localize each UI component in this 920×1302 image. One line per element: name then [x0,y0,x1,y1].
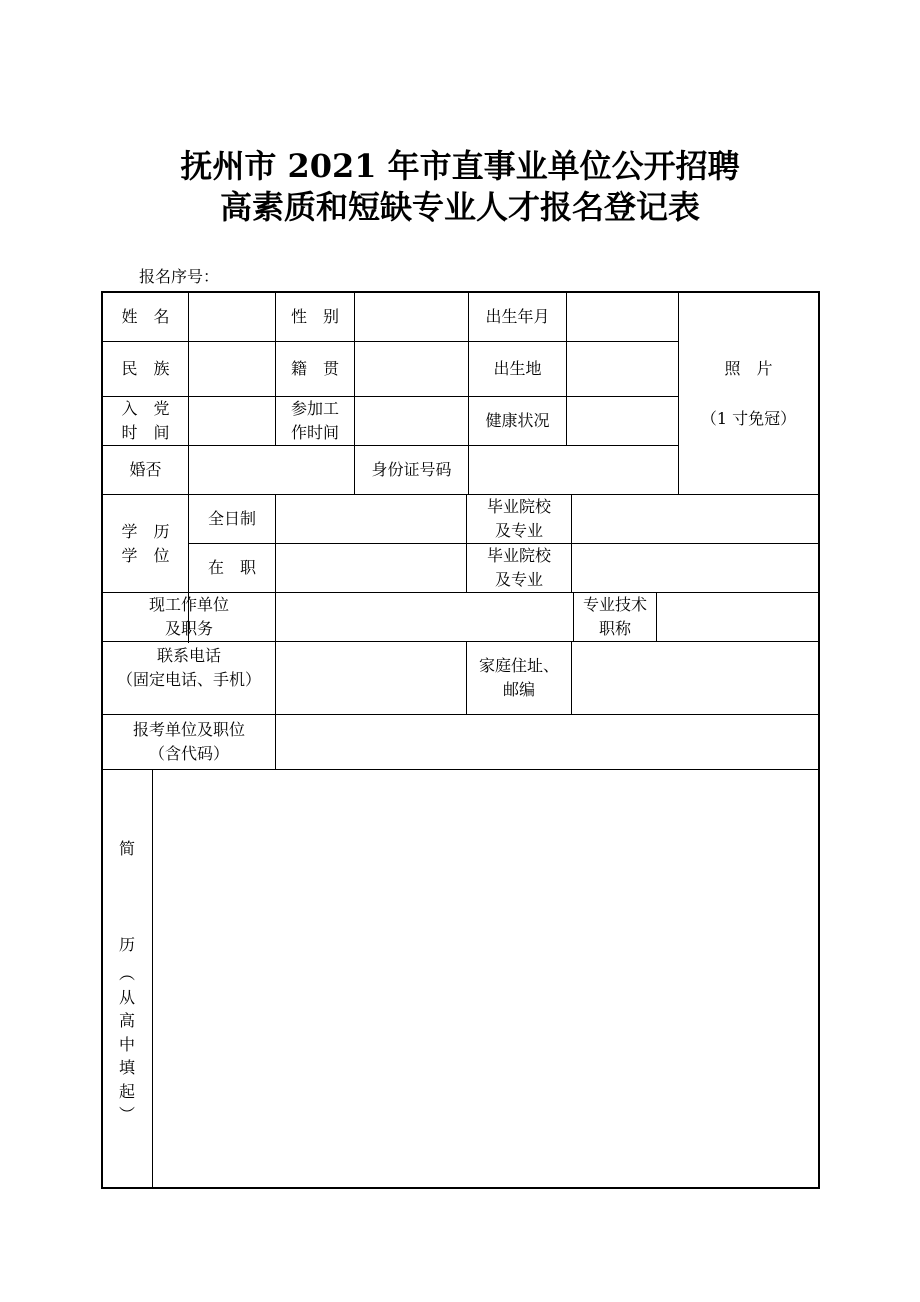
photo-label: 照 片 [724,359,773,378]
resume-note-char: 填 [118,1058,135,1077]
grid-line [101,769,820,770]
resume-note-char: 从 [118,987,135,1007]
serial-number-label: 报名序号： [139,267,220,286]
grid-line [566,291,567,445]
label-work-start: 参加工 作时间 [290,399,339,442]
grid-line [571,641,572,714]
label-resume-char1: 简 [118,839,135,858]
label-education: 学 历 学 位 [121,521,170,565]
grid-line [656,592,657,641]
table-border [101,291,820,293]
label-native-place: 籍 贯 [290,359,339,378]
label-apply-post: 报考单位及职位 （含代码） [132,720,245,763]
label-birth-date: 出生年月 [485,307,550,326]
resume-note-char: 高 [118,1011,135,1030]
label-full-time: 全日制 [207,509,256,528]
label-id-number: 身份证号码 [371,460,452,479]
label-birthplace: 出生地 [493,359,542,378]
label-ethnicity: 民 族 [121,359,170,378]
table-border [101,1187,820,1189]
label-professional-title: 专业技术 职称 [582,595,647,638]
resume-note-char: ︶ [118,1105,135,1124]
label-address: 家庭住址、 邮编 [478,656,559,699]
resume-note-char: 中 [118,1034,135,1054]
photo-size-note: （1 寸免冠） [700,409,797,428]
label-gender: 性 别 [290,307,339,326]
grid-line [275,494,276,770]
form-title-line2: 高素质和短缺专业人才报名登记表 [219,188,700,226]
label-current-work: 现工作单位 及职务 [148,595,229,638]
table-border [818,291,820,1189]
label-party-time: 入 党 时 间 [121,399,170,442]
label-school-major-2: 毕业院校 及专业 [486,546,551,589]
label-health: 健康状况 [485,411,550,430]
label-school-major-1: 毕业院校 及专业 [486,497,551,540]
resume-note-char: 起 [118,1081,135,1101]
label-resume-note [103,962,151,1127]
grid-line [571,494,572,592]
label-phone: 联系电话 （固定电话、手机） [116,646,261,689]
label-marital: 婚否 [129,460,162,479]
label-name: 姓 名 [121,307,170,326]
form-title-line1: 抚州市 2021 年市直事业单位公开招聘 [180,147,740,185]
resume-note-char: ︵ [118,964,135,983]
label-in-service: 在 职 [207,558,256,577]
label-resume-char2: 历 [118,935,135,954]
grid-line [152,769,153,1189]
